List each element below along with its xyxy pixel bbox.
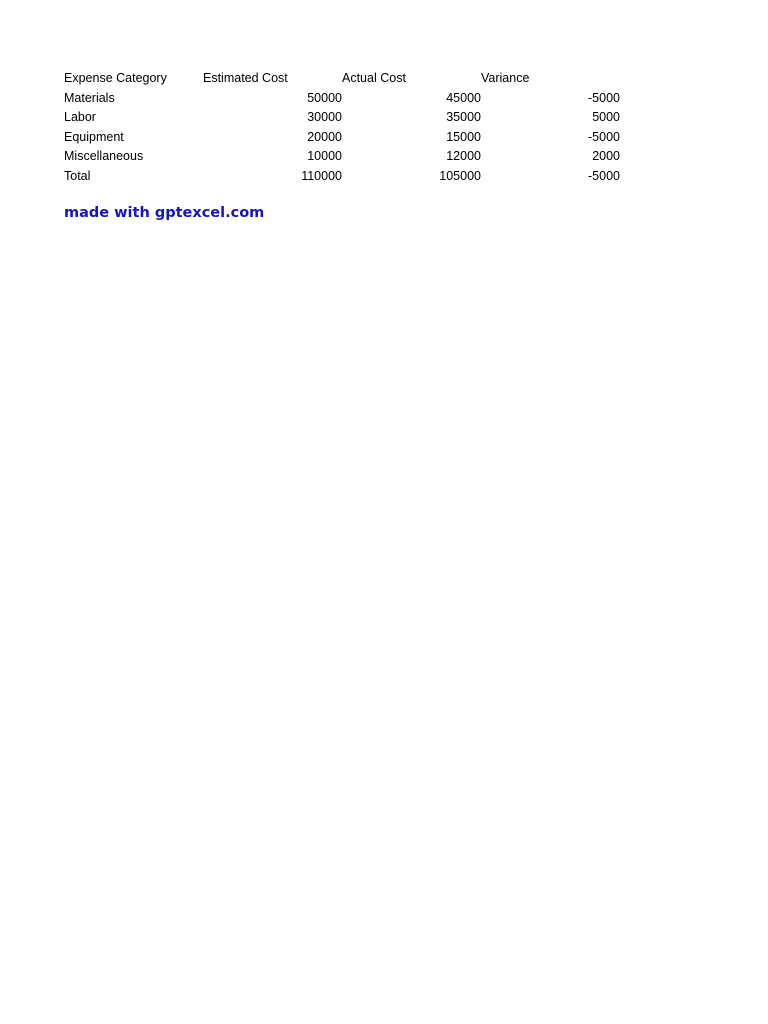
variance-cell: -5000 xyxy=(588,90,620,105)
total-row xyxy=(64,167,620,187)
category-cell: Materials xyxy=(64,90,115,105)
variance-cell: -5000 xyxy=(588,129,620,144)
estimated-cost-cell: 10000 xyxy=(307,149,342,163)
header-row xyxy=(64,69,620,89)
actual-cost-cell: 105000 xyxy=(439,168,481,183)
category-cell: Miscellaneous xyxy=(64,149,144,163)
header-actual-cost: Actual Cost xyxy=(342,71,406,85)
header-expense-category: Expense Category xyxy=(64,71,167,85)
actual-cost-cell: 35000 xyxy=(446,110,481,124)
watermark-text: made with gptexcel.com xyxy=(64,205,265,221)
expense-table xyxy=(64,69,620,186)
category-cell: Equipment xyxy=(64,129,124,144)
header-variance: Variance xyxy=(481,71,530,85)
table-row xyxy=(64,89,620,109)
estimated-cost-cell: 20000 xyxy=(307,129,342,144)
category-cell: Labor xyxy=(64,110,96,124)
header-estimated-cost: Estimated Cost xyxy=(203,71,288,85)
variance-cell: 2000 xyxy=(592,149,620,163)
spreadsheet xyxy=(64,69,624,186)
actual-cost-cell: 45000 xyxy=(446,90,481,105)
estimated-cost-cell: 30000 xyxy=(307,110,342,124)
table-row xyxy=(64,108,620,128)
table-row xyxy=(64,128,620,148)
table-row xyxy=(64,147,620,167)
actual-cost-cell: 12000 xyxy=(446,149,481,163)
category-cell: Total xyxy=(64,168,91,183)
estimated-cost-cell: 50000 xyxy=(307,90,342,105)
variance-cell: -5000 xyxy=(588,168,620,183)
actual-cost-cell: 15000 xyxy=(446,129,481,144)
estimated-cost-cell: 110000 xyxy=(301,168,342,183)
variance-cell: 5000 xyxy=(592,110,620,124)
